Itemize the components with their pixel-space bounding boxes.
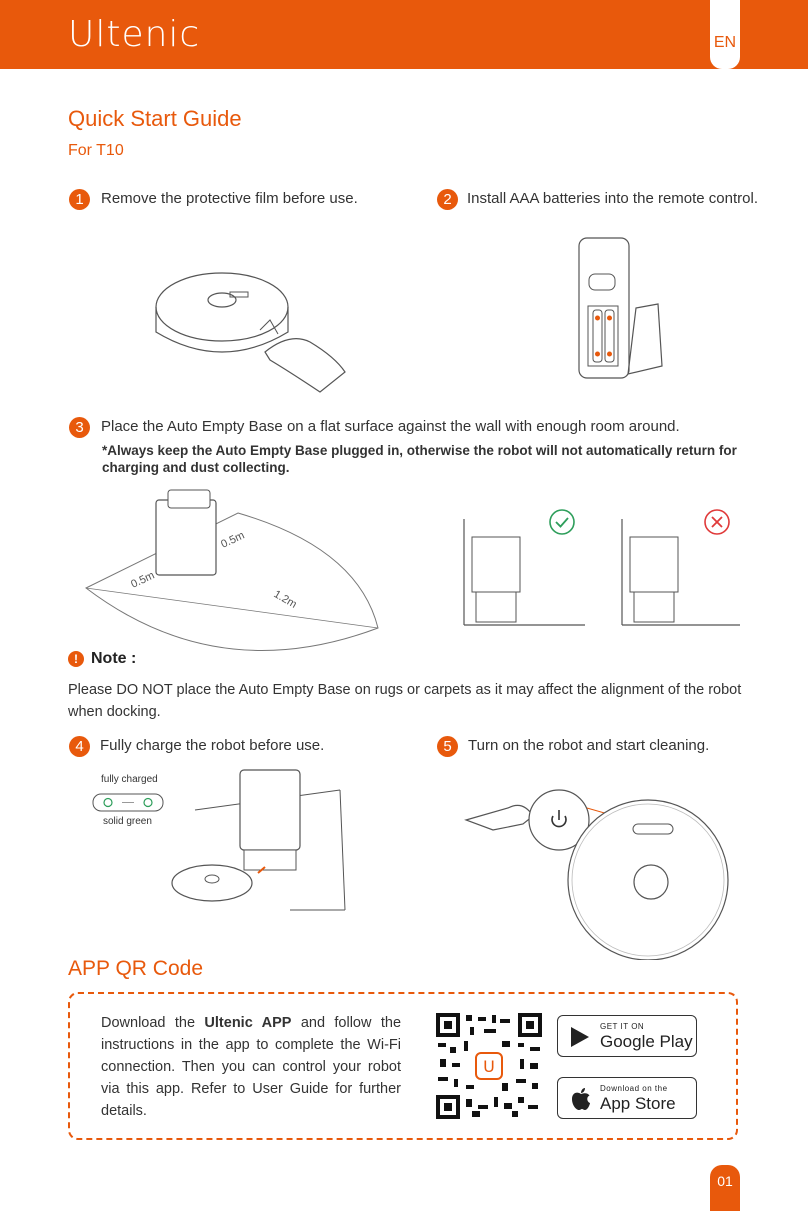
app-name: Ultenic APP <box>204 1015 292 1031</box>
indicator-panel <box>92 792 164 814</box>
svg-text:U: U <box>483 1057 495 1076</box>
step-3-text: Place the Auto Empty Base on a flat surface against the wall with enough room around. <box>101 418 680 435</box>
robot-film-illustration <box>150 262 350 402</box>
step-1-text: Remove the protective film before use. <box>101 190 358 207</box>
solid-green-label: solid green <box>103 816 152 827</box>
warning-icon: ! <box>68 651 84 667</box>
qr-code[interactable] <box>436 1013 542 1119</box>
charging-illustration <box>170 765 350 915</box>
power-on-illustration <box>463 780 733 960</box>
step-4-text: Fully charge the robot before use. <box>100 737 325 754</box>
app-section-title: APP QR Code <box>68 957 204 980</box>
step-2-text: Install AAA batteries into the remote control. <box>467 190 758 207</box>
placement-diagram <box>78 488 388 663</box>
language-label: EN <box>713 34 737 51</box>
apple-icon <box>569 1086 593 1112</box>
remote-battery-illustration <box>576 236 666 381</box>
distance-right-label: 0.5m <box>219 529 247 551</box>
language-tab <box>710 0 740 69</box>
page-number: 01 <box>717 1173 733 1189</box>
page-number-tab <box>710 1165 740 1211</box>
note-label: Note : <box>91 650 137 667</box>
page-subtitle: For T10 <box>68 142 124 159</box>
distance-front-label: 1.2m <box>271 588 299 611</box>
google-play-big-text: Google Play <box>600 1032 693 1051</box>
wall-placement-diagram <box>450 505 740 630</box>
distance-left-label: 0.5m <box>129 569 157 591</box>
app-text-rest: and follow the instructions in the app to complete the Wi-Fi connection. Then you can control your robot via this app. Refer to User Guide for further details. <box>101 1015 402 1119</box>
app-store-big-text: App Store <box>600 1094 676 1113</box>
step-3-number: 3 <box>69 417 90 438</box>
step-5-number: 5 <box>437 736 458 757</box>
step-4-number: 4 <box>69 736 90 757</box>
app-text-intro: Download the <box>101 1015 205 1031</box>
app-instructions <box>101 1012 401 1122</box>
page-title: Quick Start Guide <box>68 106 242 131</box>
header-bar <box>0 0 808 69</box>
google-play-button[interactable] <box>557 1015 697 1057</box>
google-play-small-text: GET IT ON <box>600 1022 645 1031</box>
note-text: Please DO NOT place the Auto Empty Base on rugs or carpets as it may affect the alignment of the robot when docking. <box>68 682 742 720</box>
google-play-icon <box>568 1025 592 1049</box>
step-5-text: Turn on the robot and start cleaning. <box>468 737 710 754</box>
brand-logo: Ultenic <box>68 14 201 55</box>
app-store-small-text: Download on the <box>600 1084 668 1093</box>
step-1-number: 1 <box>69 189 90 210</box>
app-store-button[interactable] <box>557 1077 697 1119</box>
warning-text: *Always keep the Auto Empty Base plugged in, otherwise the robot will not automatically return for charging and dust collecting. <box>102 443 737 475</box>
fully-charged-label: fully charged <box>101 774 158 785</box>
step-2-number: 2 <box>437 189 458 210</box>
cross-icon <box>703 508 731 536</box>
check-icon <box>548 508 576 536</box>
